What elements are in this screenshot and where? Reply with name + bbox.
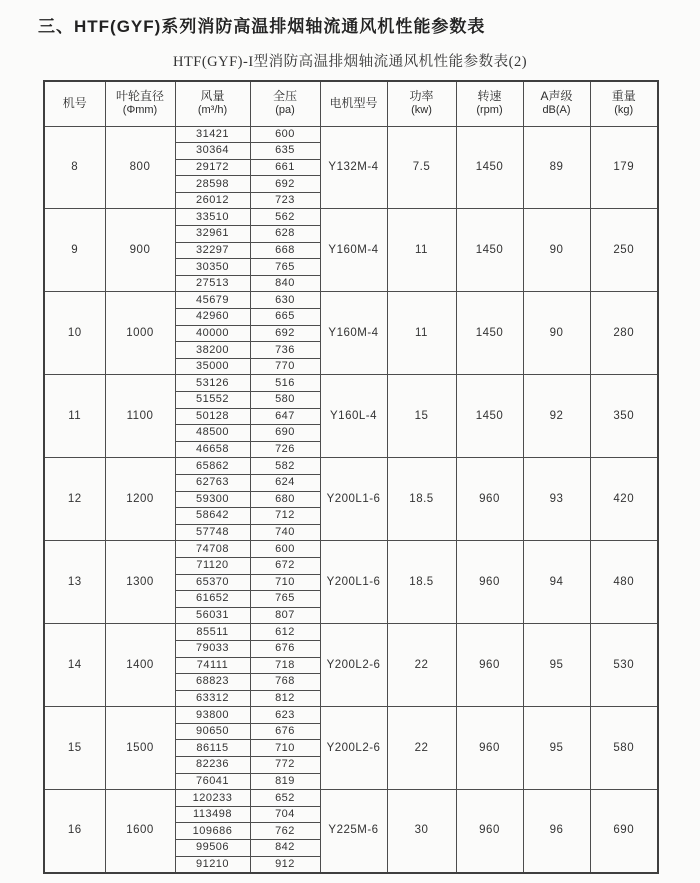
airflow-cell: 28598 <box>175 176 250 193</box>
airflow-cell: 90650 <box>175 723 250 740</box>
header-cell-fan-size <box>44 81 105 126</box>
speed-cell: 1450 <box>456 292 523 375</box>
impeller-diameter-cell: 1300 <box>105 541 175 624</box>
airflow-cell: 113498 <box>175 806 250 823</box>
pressure-cell: 740 <box>250 524 320 541</box>
motor-model-cell: Y225M-6 <box>320 790 387 873</box>
pressure-cell: 680 <box>250 491 320 508</box>
airflow-cell: 33510 <box>175 209 250 226</box>
pressure-cell: 768 <box>250 674 320 691</box>
airflow-cell: 62763 <box>175 474 250 491</box>
pressure-cell: 582 <box>250 458 320 475</box>
weight-cell: 580 <box>590 707 658 790</box>
airflow-cell: 53126 <box>175 375 250 392</box>
noise-level-cell: 95 <box>523 624 590 707</box>
noise-level-cell: 94 <box>523 541 590 624</box>
speed-cell: 960 <box>456 541 523 624</box>
motor-model-cell: Y200L1-6 <box>320 458 387 541</box>
pressure-cell: 710 <box>250 574 320 591</box>
fan-size-cell: 9 <box>44 209 105 292</box>
header-label: 重量 <box>611 89 636 104</box>
airflow-cell: 32961 <box>175 226 250 243</box>
pressure-cell: 736 <box>250 342 320 359</box>
pressure-cell: 712 <box>250 508 320 525</box>
header-cell-motor-model <box>320 81 387 126</box>
pressure-cell: 668 <box>250 242 320 259</box>
noise-level-cell: 90 <box>523 292 590 375</box>
table-body <box>44 126 658 873</box>
airflow-cell: 45679 <box>175 292 250 309</box>
pressure-cell: 516 <box>250 375 320 392</box>
header-label: 叶轮直径 <box>115 89 164 104</box>
table-row <box>44 790 658 807</box>
noise-level-cell: 93 <box>523 458 590 541</box>
speed-cell: 1450 <box>456 375 523 458</box>
table-row <box>44 707 658 724</box>
weight-cell: 350 <box>590 375 658 458</box>
motor-model-cell: Y160M-4 <box>320 209 387 292</box>
airflow-cell: 93800 <box>175 707 250 724</box>
power-cell: 30 <box>387 790 456 873</box>
airflow-cell: 82236 <box>175 757 250 774</box>
pressure-cell: 661 <box>250 159 320 176</box>
airflow-cell: 27513 <box>175 275 250 292</box>
pressure-cell: 723 <box>250 192 320 209</box>
impeller-diameter-cell: 1600 <box>105 790 175 873</box>
impeller-diameter-cell: 1200 <box>105 458 175 541</box>
page-subtitle: HTF(GYF)-I型消防高温排烟轴流通风机性能参数表(2) <box>172 54 528 70</box>
weight-cell: 280 <box>590 292 658 375</box>
table-row <box>44 375 658 392</box>
header-unit: (Φmm) <box>122 104 158 117</box>
airflow-cell: 85511 <box>175 624 250 641</box>
airflow-cell: 50128 <box>175 408 250 425</box>
pressure-cell: 812 <box>250 690 320 707</box>
impeller-diameter-cell: 1400 <box>105 624 175 707</box>
airflow-cell: 79033 <box>175 640 250 657</box>
power-cell: 18.5 <box>387 458 456 541</box>
header-unit: (rpm) <box>476 104 503 117</box>
header-label: 机号 <box>62 96 87 111</box>
header-label: 功率 <box>409 89 434 104</box>
pressure-cell: 726 <box>250 441 320 458</box>
motor-model-cell: Y200L2-6 <box>320 624 387 707</box>
pressure-cell: 624 <box>250 474 320 491</box>
airflow-cell: 109686 <box>175 823 250 840</box>
fan-size-cell: 13 <box>44 541 105 624</box>
header-label: 全压 <box>272 89 297 104</box>
airflow-cell: 29172 <box>175 159 250 176</box>
pressure-cell: 623 <box>250 707 320 724</box>
pressure-cell: 665 <box>250 309 320 326</box>
pressure-cell: 580 <box>250 392 320 409</box>
pressure-cell: 652 <box>250 790 320 807</box>
table-row <box>44 458 658 475</box>
header-cell-speed <box>456 81 523 126</box>
speed-cell: 1450 <box>456 209 523 292</box>
speed-cell: 960 <box>456 707 523 790</box>
impeller-diameter-cell: 1000 <box>105 292 175 375</box>
header-unit: dB(A) <box>542 104 571 117</box>
header-cell-power <box>387 81 456 126</box>
header-unit: (kw) <box>411 104 432 117</box>
airflow-cell: 48500 <box>175 425 250 442</box>
header-unit: (pa) <box>275 104 295 117</box>
header-label: 电机型号 <box>329 96 378 111</box>
pressure-cell: 692 <box>250 176 320 193</box>
pressure-cell: 647 <box>250 408 320 425</box>
pressure-cell: 562 <box>250 209 320 226</box>
pressure-cell: 628 <box>250 226 320 243</box>
header-cell-airflow <box>175 81 250 126</box>
weight-cell: 250 <box>590 209 658 292</box>
motor-model-cell: Y160M-4 <box>320 292 387 375</box>
pressure-cell: 912 <box>250 856 320 873</box>
power-cell: 22 <box>387 707 456 790</box>
table-row <box>44 541 658 558</box>
airflow-cell: 58642 <box>175 508 250 525</box>
motor-model-cell: Y200L2-6 <box>320 707 387 790</box>
fan-parameters-table <box>43 80 659 874</box>
pressure-cell: 600 <box>250 541 320 558</box>
airflow-cell: 30364 <box>175 143 250 160</box>
airflow-cell: 86115 <box>175 740 250 757</box>
pressure-cell: 718 <box>250 657 320 674</box>
speed-cell: 960 <box>456 458 523 541</box>
table-header <box>44 81 658 126</box>
weight-cell: 179 <box>590 126 658 209</box>
pressure-cell: 612 <box>250 624 320 641</box>
weight-cell: 480 <box>590 541 658 624</box>
fan-size-cell: 10 <box>44 292 105 375</box>
pressure-cell: 690 <box>250 425 320 442</box>
weight-cell: 420 <box>590 458 658 541</box>
pressure-cell: 710 <box>250 740 320 757</box>
header-unit: (m³/h) <box>197 104 228 117</box>
airflow-cell: 40000 <box>175 325 250 342</box>
noise-level-cell: 90 <box>523 209 590 292</box>
fan-size-cell: 16 <box>44 790 105 873</box>
airflow-cell: 91210 <box>175 856 250 873</box>
airflow-cell: 99506 <box>175 840 250 857</box>
pressure-cell: 692 <box>250 325 320 342</box>
power-cell: 22 <box>387 624 456 707</box>
airflow-cell: 51552 <box>175 392 250 409</box>
header-label: 转速 <box>477 89 502 104</box>
pressure-cell: 672 <box>250 557 320 574</box>
header-label: 风量 <box>200 89 225 104</box>
pressure-cell: 765 <box>250 259 320 276</box>
motor-model-cell: Y132M-4 <box>320 126 387 209</box>
airflow-cell: 74111 <box>175 657 250 674</box>
power-cell: 7.5 <box>387 126 456 209</box>
airflow-cell: 56031 <box>175 607 250 624</box>
power-cell: 18.5 <box>387 541 456 624</box>
noise-level-cell: 96 <box>523 790 590 873</box>
speed-cell: 960 <box>456 624 523 707</box>
weight-cell: 690 <box>590 790 658 873</box>
table-row <box>44 292 658 309</box>
airflow-cell: 120233 <box>175 790 250 807</box>
pressure-cell: 772 <box>250 757 320 774</box>
airflow-cell: 63312 <box>175 690 250 707</box>
pressure-cell: 600 <box>250 126 320 143</box>
airflow-cell: 30350 <box>175 259 250 276</box>
airflow-cell: 68823 <box>175 674 250 691</box>
airflow-cell: 46658 <box>175 441 250 458</box>
header-unit: (kg) <box>614 104 634 117</box>
fan-size-cell: 8 <box>44 126 105 209</box>
motor-model-cell: Y200L1-6 <box>320 541 387 624</box>
header-cell-weight <box>590 81 658 126</box>
header-label: A声级 <box>540 89 573 104</box>
airflow-cell: 32297 <box>175 242 250 259</box>
pressure-cell: 762 <box>250 823 320 840</box>
header-cell-impeller-diameter <box>105 81 175 126</box>
pressure-cell: 635 <box>250 143 320 160</box>
fan-size-cell: 12 <box>44 458 105 541</box>
noise-level-cell: 95 <box>523 707 590 790</box>
weight-cell: 530 <box>590 624 658 707</box>
airflow-cell: 35000 <box>175 358 250 375</box>
table-row <box>44 126 658 143</box>
fan-size-cell: 15 <box>44 707 105 790</box>
airflow-cell: 76041 <box>175 773 250 790</box>
airflow-cell: 31421 <box>175 126 250 143</box>
fan-size-cell: 14 <box>44 624 105 707</box>
pressure-cell: 676 <box>250 640 320 657</box>
airflow-cell: 74708 <box>175 541 250 558</box>
header-cell-pressure <box>250 81 320 126</box>
airflow-cell: 26012 <box>175 192 250 209</box>
power-cell: 15 <box>387 375 456 458</box>
table-row <box>44 209 658 226</box>
pressure-cell: 842 <box>250 840 320 857</box>
noise-level-cell: 92 <box>523 375 590 458</box>
airflow-cell: 71120 <box>175 557 250 574</box>
speed-cell: 1450 <box>456 126 523 209</box>
table-row <box>44 624 658 641</box>
power-cell: 11 <box>387 209 456 292</box>
impeller-diameter-cell: 900 <box>105 209 175 292</box>
pressure-cell: 840 <box>250 275 320 292</box>
power-cell: 11 <box>387 292 456 375</box>
pressure-cell: 765 <box>250 591 320 608</box>
airflow-cell: 38200 <box>175 342 250 359</box>
airflow-cell: 65862 <box>175 458 250 475</box>
speed-cell: 960 <box>456 790 523 873</box>
impeller-diameter-cell: 800 <box>105 126 175 209</box>
pressure-cell: 807 <box>250 607 320 624</box>
fan-size-cell: 11 <box>44 375 105 458</box>
pressure-cell: 819 <box>250 773 320 790</box>
airflow-cell: 65370 <box>175 574 250 591</box>
pressure-cell: 676 <box>250 723 320 740</box>
airflow-cell: 42960 <box>175 309 250 326</box>
pressure-cell: 704 <box>250 806 320 823</box>
impeller-diameter-cell: 1100 <box>105 375 175 458</box>
noise-level-cell: 89 <box>523 126 590 209</box>
airflow-cell: 61652 <box>175 591 250 608</box>
airflow-cell: 59300 <box>175 491 250 508</box>
pressure-cell: 630 <box>250 292 320 309</box>
impeller-diameter-cell: 1500 <box>105 707 175 790</box>
table-header-row <box>44 81 658 126</box>
header-cell-noise-level <box>523 81 590 126</box>
page-title: 三、HTF(GYF)系列消防高温排烟轴流通风机性能参数表 <box>38 17 486 36</box>
motor-model-cell: Y160L-4 <box>320 375 387 458</box>
airflow-cell: 57748 <box>175 524 250 541</box>
pressure-cell: 770 <box>250 358 320 375</box>
